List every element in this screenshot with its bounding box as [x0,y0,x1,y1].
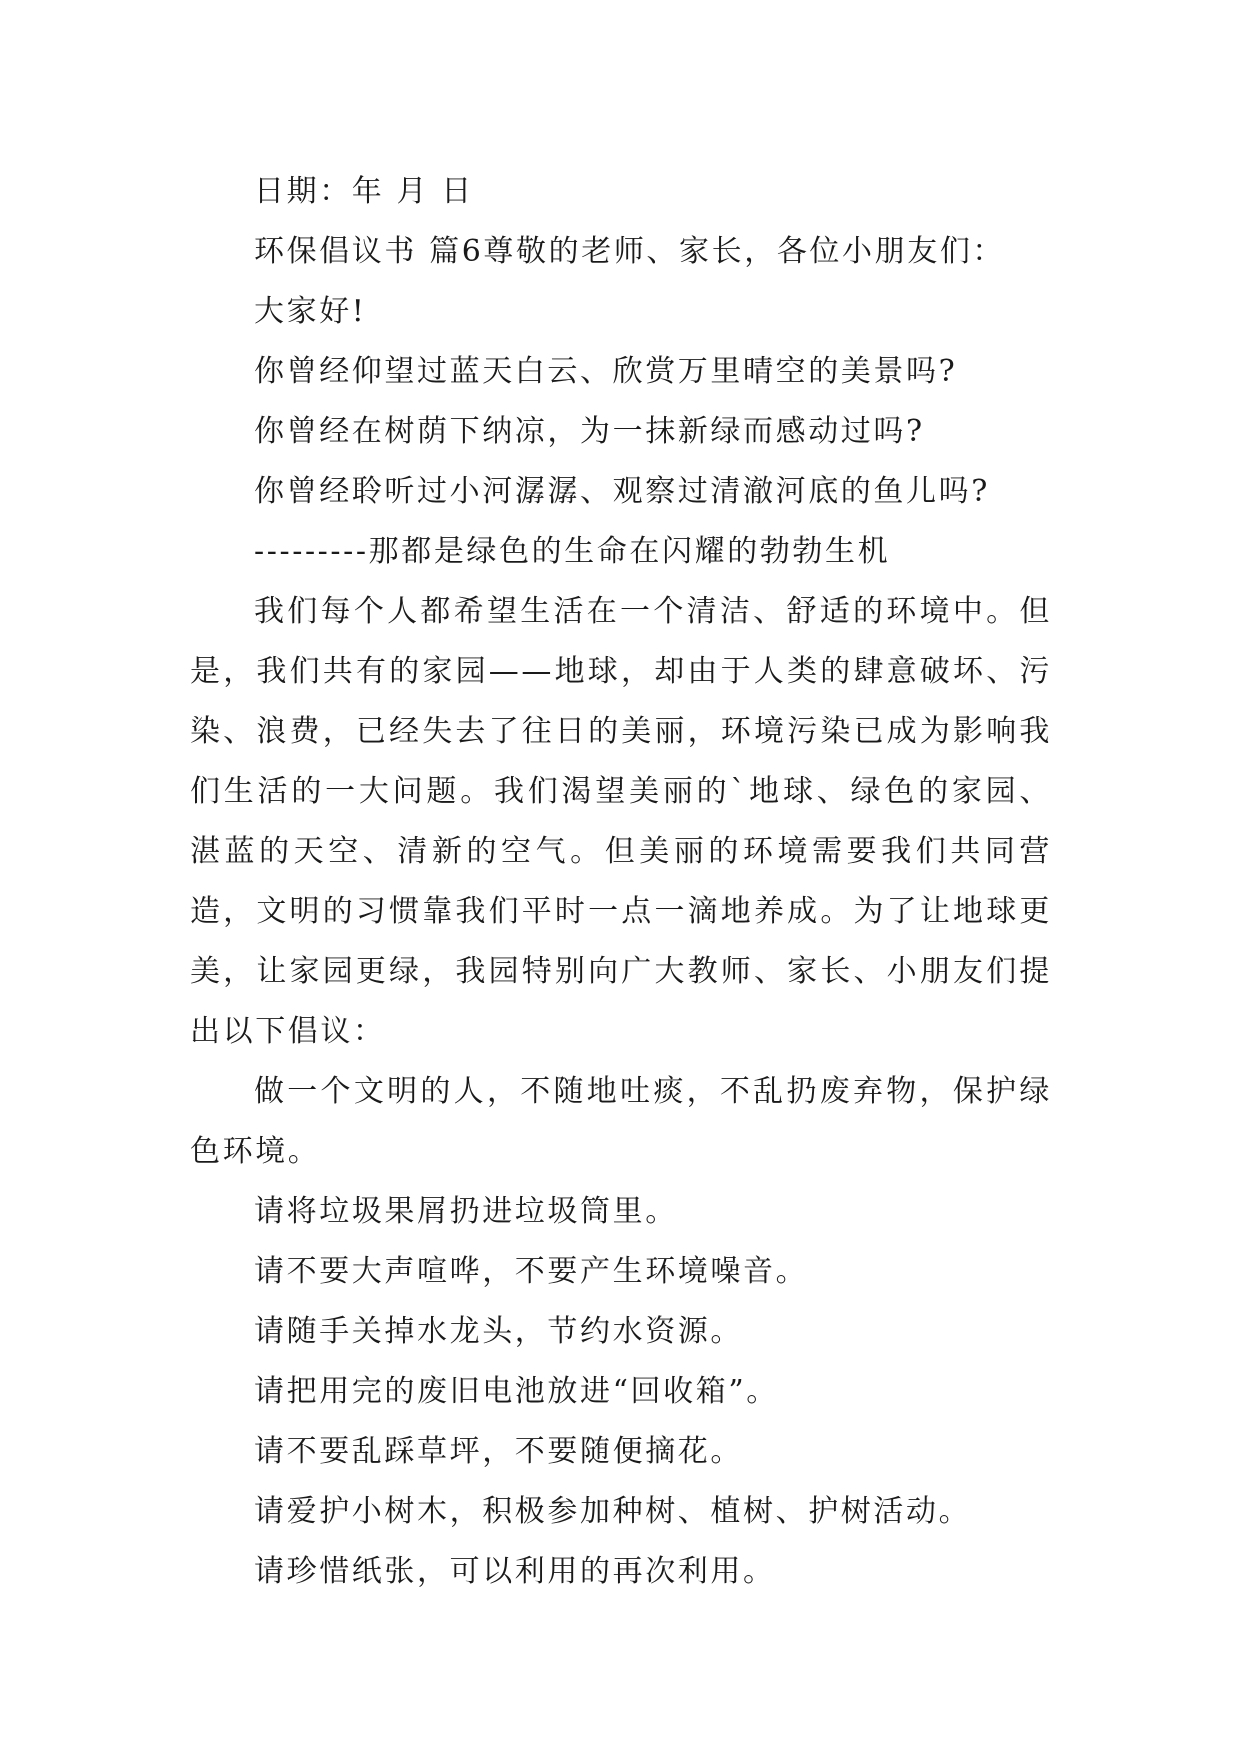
document-body [190,162,1052,1602]
proposal-item: 请不要大声喧哗，不要产生环境噪音。 [254,1254,809,1289]
proposal-item: 请爱护小树木，积极参加种树、植树、护树活动。 [254,1494,972,1529]
proposal-heading: 环保倡议书 篇6尊敬的老师、家长，各位小朋友们： [254,234,1006,269]
question-line: 你曾经仰望过蓝天白云、欣赏万里晴空的美景吗? [254,354,958,389]
body-paragraph: 我们每个人都希望生活在一个清洁、舒适的环境中。但是，我们共有的家园——地球，却由于人类的肆意破坏、污染、浪费，已经失去了往日的美丽，环境污染已成为影响我们生活的一大问题。我们渴望美丽的`地球、绿色的家园、湛蓝的天空、清新的空气。但美丽的环境需要我们共同营造，文明的习惯靠我们平时一点一滴地养成。为了让地球更美，让家园更绿，我园特别向广大教师、家长、小朋友们提出以下倡议： [190,594,1052,1049]
dash-line: ---------那都是绿色的生命在闪耀的勃勃生机 [254,534,891,569]
proposal-item: 请随手关掉水龙头，节约水资源。 [254,1314,743,1349]
greeting: 大家好! [254,294,367,329]
proposal-item: 做一个文明的人，不随地吐痰，不乱扔废弃物，保护绿色环境。 [190,1074,1052,1169]
proposal-item: 请把用完的废旧电池放进“回收箱”。 [254,1374,779,1409]
question-line: 你曾经聆听过小河潺潺、观察过清澈河底的鱼儿吗? [254,474,990,509]
proposal-item: 请不要乱踩草坪，不要随便摘花。 [254,1434,743,1469]
proposal-item: 请珍惜纸张，可以利用的再次利用。 [254,1554,776,1589]
question-line: 你曾经在树荫下纳凉，为一抹新绿而感动过吗? [254,414,925,449]
proposal-item: 请将垃圾果屑扔进垃圾筒里。 [254,1194,678,1229]
date-line: 日期：年 月 日 [254,174,474,209]
